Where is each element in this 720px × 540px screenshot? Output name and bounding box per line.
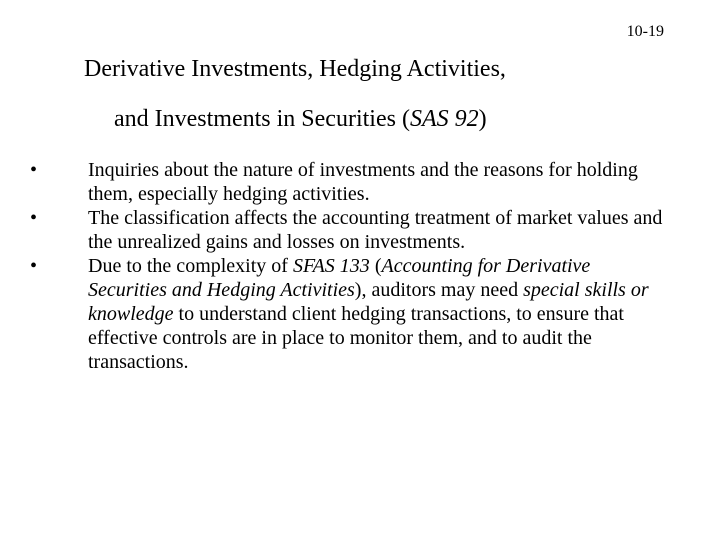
- bullet-list: [28, 158, 668, 374]
- bullet-segment-italic: Accounting for Derivative Securities and Hedging Activities: [88, 255, 591, 301]
- page-number: 10-19: [626, 23, 664, 40]
- bullet-segment-italic: special skills or knowledge: [88, 279, 649, 325]
- bullet-segment: The classification affects the accounting treatment of market values and the unrealized gains and losses on investments.: [88, 207, 663, 253]
- bullet-segment: Inquiries about the nature of investments and the reasons for holding them, especially hedging activities.: [88, 159, 638, 205]
- title-line-2-close: ): [478, 106, 487, 132]
- bullet-dot-icon: •: [30, 207, 38, 229]
- slide-title-line-2: [114, 104, 487, 134]
- bullet-text: [88, 254, 668, 374]
- bullet-segment-italic: SFAS 133: [292, 255, 370, 277]
- bullet-text: [88, 206, 668, 254]
- bullet-item: [28, 158, 668, 206]
- bullet-segment: Due to the complexity of: [88, 255, 293, 277]
- bullet-dot-icon: •: [30, 159, 38, 181]
- bullet-segment: ), auditors may need: [354, 279, 524, 301]
- bullet-segment: (: [369, 255, 382, 277]
- bullet-item: [28, 206, 668, 254]
- bullet-dot-icon: •: [30, 255, 38, 277]
- title-sas-reference: SAS 92: [409, 106, 479, 132]
- slide-title-line-1: Derivative Investments, Hedging Activities,: [84, 56, 506, 82]
- bullet-item: [28, 254, 668, 374]
- bullet-segment: to understand client hedging transactions, to ensure that effective controls are in place to monitor them, and to audit the transactions.: [88, 303, 624, 373]
- title-line-2-text: and Investments in Securities (: [114, 106, 410, 132]
- bullet-text: [88, 158, 668, 206]
